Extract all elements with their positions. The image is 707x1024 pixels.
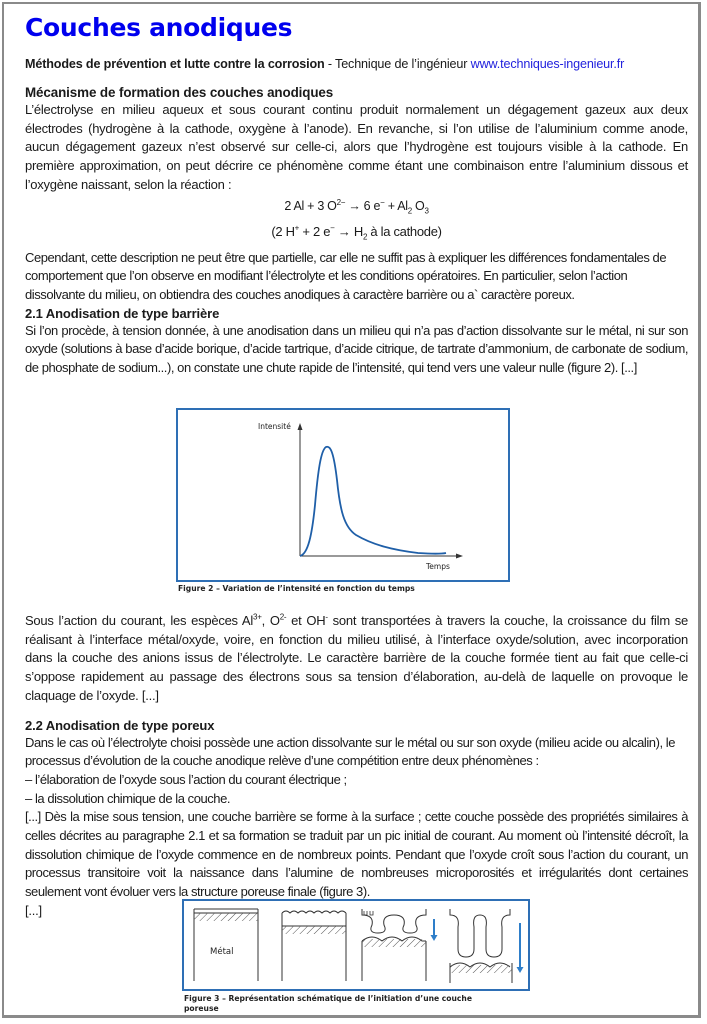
figure-2-caption: Figure 2 – Variation de l’intensité en fonction du temps: [178, 584, 415, 593]
bullet-oxide-elaboration: – l’élaboration de l’oxyde sous l’action du courant électrique ;: [25, 771, 347, 787]
source-separator: - Technique de l’ingénieur: [324, 57, 471, 71]
stage-3: [362, 909, 438, 981]
stage-1: [194, 909, 258, 981]
document-page: [2, 2, 701, 1018]
equation-cathode: (2 H+ + 2 $e^- \to H_2$ à la cathode): [271, 223, 442, 242]
page-title: Couches anodiques: [25, 13, 293, 42]
species-paragraph: Sous l’action du courant, les espèces $Al^{3+}$, $O^{2-}$ et OH- sont transportées à travers la couche, la croissance du film se réalisant à l’interface métal/oxyde, voire, en fonction du milieu utilisé, à l’interface oxyde/solution, avec incorporation dans la couche des anions issus de l’électrolyte. Le caractère barrière de la couche formée tient au fait que celle-ci s’oppose rapidement au passage des électrons sous sa tension d’élaboration, au-delà de laquelle on provoque le claquage de l’oxyde. [...]: [25, 612, 688, 703]
bullet-chemical-dissolution: – la dissolution chimique de la couche.: [25, 790, 231, 806]
stage-4: [450, 909, 524, 983]
source-line: [25, 56, 688, 72]
x-axis-label: Temps: [426, 562, 450, 571]
figure-3-frame: [182, 899, 530, 991]
y-axis-label: Intensité: [258, 422, 291, 431]
post-figure-2-content: [25, 612, 688, 921]
section-2-1-heading: 2.1 Anodisation de type barrière: [25, 305, 220, 321]
equation-anode: 2 Al + 3 $O^{2-} \to 6$ $e^- + Al_2$ $O_3$: [284, 197, 429, 216]
metal-label: Métal: [210, 947, 234, 957]
intensity-time-chart: [178, 410, 508, 580]
stage-2: [282, 911, 346, 981]
figure-2-frame: [176, 408, 510, 582]
source-book-title: Méthodes de prévention et lutte contre la corrosion: [25, 57, 325, 71]
paragraph-2: Cependant, cette description ne peut être que partielle, car elle ne suffit pas à expliquer les différences fondamentales de comportement que l’on observe en modifiant l’électrolyte et les conditions opératoires. En particulier, selon l’action dissolvante du milieu, on obtiendra des couches anodiques à caractère barrière ou a` caractère poreux.: [25, 249, 667, 303]
section-heading: Mécanisme de formation des couches anodiques: [25, 85, 334, 100]
section-2-1-paragraph: Si l’on procède, à tension donnée, à une anodisation dans un milieu qui n’a pas d’action dissolvante sur le métal, ni sur son oxyde (solutions à base d’acide borique, d’acide tartrique, d’acide citrique, de tartrate d’ammonium, de carbonate de sodium, de phosphate de sodium...), on constate une chute rapide de l’intensité, qui tend vers une valeur nulle (figure 2). [...]: [25, 322, 688, 376]
section-2-2-paragraph-2: [...] Dès la mise sous tension, une couche barrière se forme à la surface ; cette couche possède des propriétés similaires à celles décrites au paragraphe 2.1 et sa formation se traduit par un pic initial de courant. Au moment où l’intensité décroît, la dissolution chimique de l’oxyde commence en de nombreux points. Pendant que l’oxyde croît sous l’action du courant, un processus transitoire voit la naissance dans l’alumine de nombreuses microporosités et irrégularités dont certaines seulement vont évoluer vers la structure poreuse finale (figure 3).: [25, 809, 688, 900]
ellipsis: [...]: [25, 902, 42, 918]
section-2-2-paragraph-1: Dans le cas où l’électrolyte choisi possède une action dissolvante sur le métal ou sur son oxyde (milieu acide ou alcalin), le processus d’évolution de la couche anodique relève d’une compétition entre deux phénomènes :: [25, 734, 676, 769]
document-content: [25, 12, 688, 378]
porous-layer-schematic: [184, 901, 528, 989]
source-link[interactable]: www.techniques-ingenieur.fr: [470, 57, 625, 71]
figure-3-caption: Figure 3 – Représentation schématique de l’initiation d’une couche poreuse: [184, 994, 472, 1013]
intro-paragraph: L’électrolyse en milieu aqueux et sous courant continu produit normalement un dégagement gazeux aux deux électrodes (hydrogène à la cathode, oxygène à l’anode). En revanche, si l’on utilise de l’aluminium comme anode, aucun dégagement gazeux n’est observé sur celle-ci, alors que l’hydrogène est toujours visible à la cathode. En première approximation, on peut décrire ce phénomène comme étant une combinaison entre l’aluminium dissous et l’oxygène naissant, selon la réaction :: [25, 102, 688, 192]
section-2-2-heading: 2.2 Anodisation de type poreux: [25, 717, 215, 733]
